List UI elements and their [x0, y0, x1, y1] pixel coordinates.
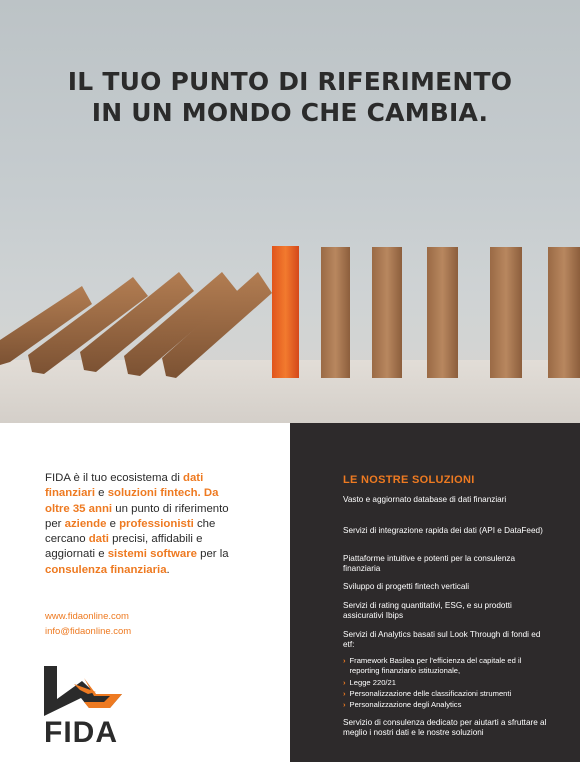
solution-item: Piattaforme intuitive e potenti per la consulenza finanziaria	[343, 554, 516, 573]
contact-links	[45, 610, 131, 639]
subitem-text: Personalizzazione degli Analytics	[349, 700, 462, 709]
intro-segment: .	[166, 563, 170, 576]
intro-segment: per la	[196, 548, 229, 561]
subitem-text: Framework Basilea per l'efficienza del capitale ed il reporting finanziario istituzionale,	[349, 656, 522, 675]
solutions-title: LE NOSTRE SOLUZIONI	[343, 474, 475, 486]
intro-segment: che cercano	[45, 517, 216, 546]
chevron-right-icon: ›	[343, 678, 346, 687]
standing-dominoes	[272, 246, 580, 378]
solution-subitem	[343, 678, 553, 688]
intro-highlight: dati	[88, 533, 109, 546]
intro-highlight: dati finanziari	[45, 472, 204, 500]
intro-segment: e	[95, 487, 108, 500]
intro-segment: un punto di riferimento per	[45, 502, 229, 530]
intro-highlight: soluzioni fintech.	[107, 487, 201, 500]
solution-item: Servizi di rating quantitativi, ESG, e su prodotti assicurativi Ibips	[343, 601, 512, 620]
chevron-right-icon: ›	[343, 656, 346, 665]
solution-item: Servizi di Analytics basati sul Look Through di fondi ed etf:	[343, 630, 541, 649]
intro-text	[45, 471, 245, 578]
website-link[interactable]: www.fidaonline.com	[45, 611, 129, 622]
intro-segment: e	[106, 517, 120, 530]
fida-logo-text: FIDA	[44, 716, 118, 749]
subitem-text: Legge 220/21	[349, 678, 396, 687]
headline-line-1: IL TUO PUNTO DI RIFERIMENTO	[67, 67, 513, 96]
intro-highlight: Da oltre 35 anni	[45, 487, 219, 515]
chevron-right-icon: ›	[343, 700, 346, 709]
headline-line-2: IN UN MONDO CHE CAMBIA.	[91, 98, 489, 127]
solution-subitem	[343, 700, 553, 710]
email-link[interactable]: info@fidaonline.com	[45, 625, 132, 637]
intro-highlight: sistemi software	[107, 548, 197, 561]
solution-item: Servizio di consulenza dedicato per aiutarti a sfruttare al meglio i nostri dati e le nostre soluzioni	[343, 718, 547, 737]
solution-item: Sviluppo di progetti fintech verticali	[343, 582, 470, 591]
chevron-right-icon: ›	[343, 689, 346, 698]
solution-subitem	[343, 656, 553, 675]
intro-segment: FIDA è il tuo ecosistema di	[45, 472, 184, 484]
solution-subitem	[343, 689, 553, 699]
intro-segment: precisi, affidabili e aggiornati e	[45, 533, 203, 561]
subitem-text: Personalizzazione delle classificazioni strumenti	[349, 689, 512, 698]
intro-highlight: consulenza finanziaria	[45, 563, 167, 576]
fida-logo-mark	[44, 664, 124, 716]
solution-item: Vasto e aggiornato database di dati finanziari	[343, 495, 507, 504]
solution-item: Servizi di integrazione rapida dei dati (API e DataFeed)	[343, 526, 543, 535]
intro-highlight: aziende	[64, 517, 107, 530]
intro-highlight: professionisti	[119, 517, 194, 530]
